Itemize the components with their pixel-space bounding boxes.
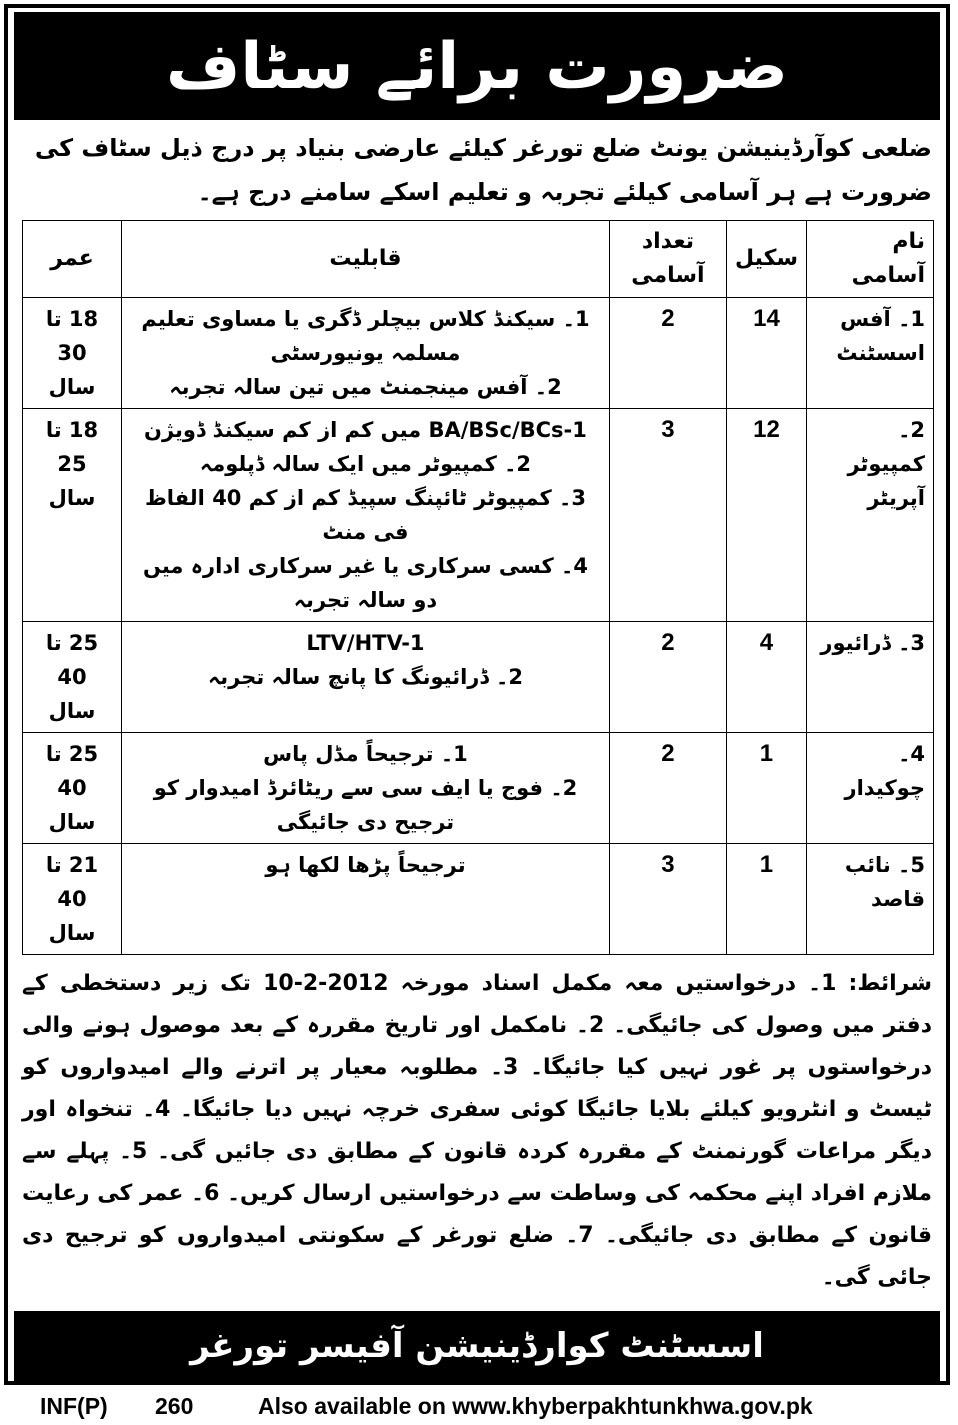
qualification-line: 3۔ کمپیوٹر ٹائپنگ سپیڈ کم از کم 40 الفاظ فی منٹ — [144, 486, 586, 544]
post-qualification — [122, 844, 610, 955]
post-name: 4۔ چوکیدار — [807, 733, 934, 844]
qualification-line: 1۔ سیکنڈ کلاس بیچلر ڈگری یا مساوی تعلیم مسلمہ یونیورسٹی — [141, 307, 590, 365]
post-name: 3۔ ڈرائیور — [807, 622, 934, 733]
qualification-line: 4۔ کسی سرکاری یا غیر سرکاری ادارہ میں دو سالہ تجربہ — [142, 554, 588, 612]
ad-title — [14, 12, 940, 120]
title-text: ضرورت برائے سٹاف — [166, 29, 788, 104]
table-row — [23, 844, 934, 955]
table-row — [23, 733, 934, 844]
posts-table — [22, 220, 934, 955]
qualification-line: BA/BSc/BCs-1 میں کم از کم سیکنڈ ڈویژن — [144, 418, 587, 442]
post-count: 2 — [609, 733, 726, 844]
qualification-line: 1۔ ترجیحاً مڈل پاس — [263, 742, 468, 766]
qualification-line: 2۔ ڈرائیونگ کا پانچ سالہ تجربہ — [207, 665, 523, 689]
table-header-row — [23, 221, 934, 298]
post-scale: 4 — [726, 622, 806, 733]
post-qualification — [122, 733, 610, 844]
age-line: 30 سال — [48, 341, 96, 399]
age-line: 25 تا — [45, 631, 99, 655]
header-qualification: قابلیت — [122, 221, 610, 298]
header-post-name: نام آسامی — [807, 221, 934, 298]
header-count: تعداد آسامی — [609, 221, 726, 298]
qualification-line: 2۔ آفس مینجمنٹ میں تین سالہ تجربہ — [169, 375, 562, 399]
website-note: Also available on www.khyberpakhtunkhwa.gov.pk — [258, 1393, 813, 1419]
age-line: 25 سال — [48, 452, 96, 510]
qualification-line: 2۔ فوج یا ایف سی سے ریٹائرڈ امیدوار کو ترجیح دی جائیگی — [153, 776, 578, 834]
post-name: 2۔ کمپیوٹر آپریٹر — [807, 409, 934, 622]
header-scale: سکیل — [726, 221, 806, 298]
age-line: 40 سال — [48, 887, 96, 945]
post-scale: 1 — [726, 733, 806, 844]
post-count: 2 — [609, 622, 726, 733]
post-name: 1۔ آفس اسسٹنٹ — [807, 298, 934, 409]
table-row — [23, 409, 934, 622]
conditions-text: شرائط: 1۔ درخواستیں معہ مکمل اسناد مورخہ 2012-2-10 تک زیر دستخطی کے دفتر میں وصول کی جائیگی۔ 2۔ نامکمل اور تاریخ مقررہ کے بعد موصول ہونے والی درخواستوں پر غور نہیں کیا جائیگا۔ 3۔ مطلوبہ معیار پر اترنے والے امیدواروں کو ٹیسٹ و انٹرویو کیلئے بلایا جائیگا کوئی سفری خرچہ نہیں دیا جائیگا۔ 4۔ تنخواہ اور دیگر مراعات گورنمنٹ کے مقررہ کردہ قانون کے مطابق دی جائیں گی۔ 5۔ پہلے سے ملازم افراد اپنے محکمہ کی وساطت سے درخواستیں ارسال کریں۔ 6۔ عمر کی رعایت قانون کے مطابق دی جائیگی۔ 7۔ ضلع تورغر کے سکونتی امیدواروں کو ترجیح دی جائی گی۔ — [22, 971, 933, 1290]
inf-number: 260 — [155, 1393, 194, 1419]
intro-text: ضلعی کوآرڈینیشن یونٹ ضلع تورغر کیلئے عارضی بنیاد پر درج ذیل سٹاف کی ضرورت ہے ہر آسامی کیلئے تجربہ و تعلیم اسکے سامنے درج ہے۔ — [34, 134, 932, 206]
post-age — [23, 298, 122, 409]
post-age — [23, 844, 122, 955]
post-count: 2 — [609, 298, 726, 409]
qualification-line: ترجیحاً پڑھا لکھا ہو — [265, 853, 466, 877]
footer — [0, 1385, 958, 1425]
age-line: 25 تا — [45, 742, 99, 766]
inf-code: INF(P) — [40, 1393, 108, 1419]
signature-text: اسسٹنٹ کوارڈینیشن آفیسر تورغر — [190, 1326, 764, 1366]
post-qualification — [122, 409, 610, 622]
age-line: 40 سال — [48, 665, 96, 723]
post-age — [23, 409, 122, 622]
age-line: 18 تا — [45, 307, 99, 331]
header-age: عمر — [23, 221, 122, 298]
qualification-line: LTV/HTV-1 — [306, 631, 425, 655]
post-count: 3 — [609, 844, 726, 955]
signature-block — [14, 1311, 940, 1381]
ad-border — [4, 4, 950, 1385]
post-age — [23, 622, 122, 733]
table-row — [23, 622, 934, 733]
post-qualification — [122, 298, 610, 409]
post-scale: 1 — [726, 844, 806, 955]
age-line: 40 سال — [48, 776, 96, 834]
table-row — [23, 298, 934, 409]
post-scale: 14 — [726, 298, 806, 409]
post-count: 3 — [609, 409, 726, 622]
post-qualification — [122, 622, 610, 733]
qualification-line: 2۔ کمپیوٹر میں ایک سالہ ڈپلومہ — [199, 452, 532, 476]
age-line: 18 تا — [45, 418, 99, 442]
post-name: 5۔ نائب قاصد — [807, 844, 934, 955]
age-line: 21 تا — [45, 853, 99, 877]
post-age — [23, 733, 122, 844]
post-scale: 12 — [726, 409, 806, 622]
